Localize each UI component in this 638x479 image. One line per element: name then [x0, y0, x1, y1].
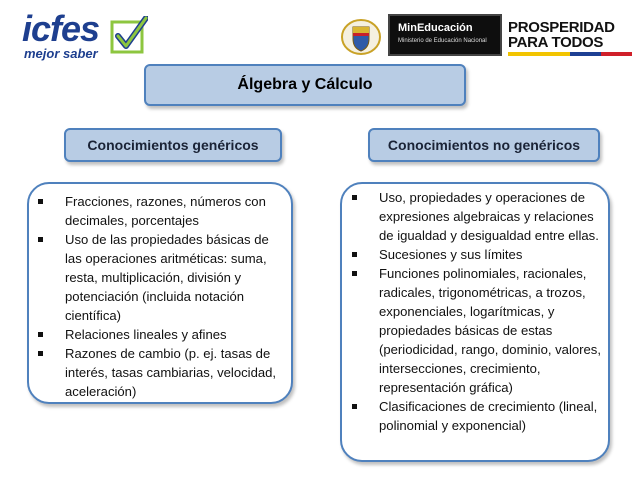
diagram-title: Álgebra y Cálculo — [144, 64, 466, 106]
icfes-wordmark: icfes — [22, 8, 100, 49]
coat-of-arms-icon — [340, 18, 382, 56]
heading-generic-knowledge: Conocimientos genéricos — [64, 128, 282, 162]
generic-knowledge-list — [34, 192, 288, 401]
checkmark-icon — [108, 16, 148, 56]
ministry-subtitle: Ministerio de Educación Nacional — [398, 38, 487, 44]
heading-non-generic-knowledge: Conocimientos no genéricos — [368, 128, 600, 162]
list-item: Fracciones, razones, números con decimales, porcentajes — [34, 192, 288, 230]
prosperity-logo — [508, 20, 632, 50]
icfes-tagline: mejor saber — [24, 46, 98, 61]
non-generic-knowledge-box — [340, 182, 610, 462]
ministry-title: MinEducación — [398, 22, 473, 34]
list-item: Sucesiones y sus límites — [348, 245, 606, 264]
prosperity-line-2: PARA TODOS — [508, 34, 604, 51]
ministry-logo — [388, 14, 502, 56]
list-item: Uso de las propiedades básicas de las operaciones aritméticas: suma, resta, multiplicación, división y potenciación (incluida notación científica) — [34, 230, 288, 325]
non-generic-knowledge-list — [348, 188, 606, 435]
list-item: Funciones polinomiales, racionales, radicales, trigonométricas, a trozos, exponenciales, logarítmicas, y propiedades básicas de estas (periodicidad, rango, dominio, valores, intersecciones, crecimiento, representación gráfica) — [348, 264, 606, 397]
list-item: Clasificaciones de crecimiento (lineal, polinomial y exponencial) — [348, 397, 606, 435]
generic-knowledge-box — [27, 182, 293, 404]
list-item: Relaciones lineales y afines — [34, 325, 288, 344]
icfes-logo — [22, 8, 142, 62]
flag-stripe — [508, 52, 632, 56]
list-item: Razones de cambio (p. ej. tasas de interés, tasas cambiarias, velocidad, aceleración) — [34, 344, 288, 401]
list-item: Uso, propiedades y operaciones de expresiones algebraicas y relaciones de igualdad y desigualdad entre ellas. — [348, 188, 606, 245]
prosperity-line-1: PROSPERIDAD — [508, 19, 615, 36]
